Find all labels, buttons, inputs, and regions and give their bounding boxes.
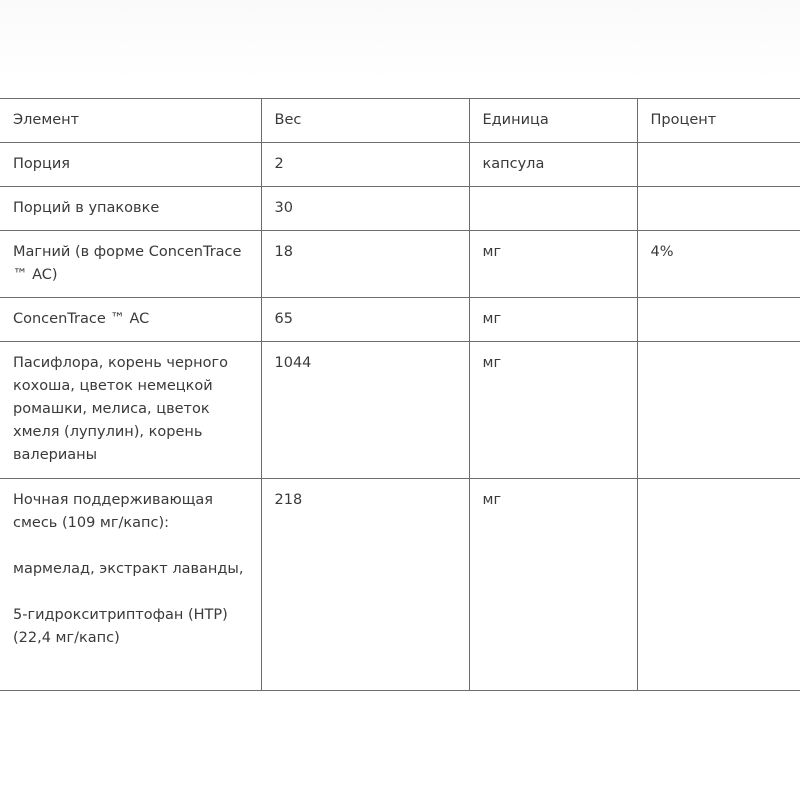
cell-percent [637,342,800,479]
table-row [0,187,800,231]
table-header-row [0,99,800,143]
cell-weight: 65 [261,298,469,342]
cell-element: ConcenTrace ™ AC [0,298,261,342]
cell-unit: мг [469,231,637,298]
cell-element [0,479,261,691]
cell-unit: мг [469,479,637,691]
background-top-area [0,0,800,80]
header-element: Элемент [0,99,261,143]
cell-element: Пасифлора, корень черного кохоша, цветок немецкой ромашки, мелиса, цветок хмеля (лупулин), корень валерианы [0,342,261,479]
table-row [0,342,800,479]
cell-weight: 18 [261,231,469,298]
cell-weight: 30 [261,187,469,231]
cell-element-part: мармелад, экстракт лаванды, [13,561,244,577]
supplement-facts-table [0,98,800,691]
header-unit: Единица [469,99,637,143]
cell-percent [637,298,800,342]
cell-percent [637,187,800,231]
cell-percent [637,143,800,187]
cell-element: Порций в упаковке [0,187,261,231]
cell-element-part: Ночная поддерживающая смесь (109 мг/капс): [13,492,213,531]
cell-unit: капсула [469,143,637,187]
cell-unit [469,187,637,231]
cell-weight: 2 [261,143,469,187]
cell-percent [637,479,800,691]
cell-unit: мг [469,298,637,342]
cell-unit: мг [469,342,637,479]
cell-element-part: 5-гидрокситриптофан (HTP) (22,4 мг/капс) [13,607,228,646]
cell-weight: 218 [261,479,469,691]
cell-element: Порция [0,143,261,187]
header-percent: Процент [637,99,800,143]
cell-percent: 4% [637,231,800,298]
table-row [0,231,800,298]
table-row [0,298,800,342]
table-row [0,479,800,691]
cell-element: Магний (в форме ConcenTrace ™ AC) [0,231,261,298]
table-row [0,143,800,187]
cell-weight: 1044 [261,342,469,479]
header-weight: Вес [261,99,469,143]
